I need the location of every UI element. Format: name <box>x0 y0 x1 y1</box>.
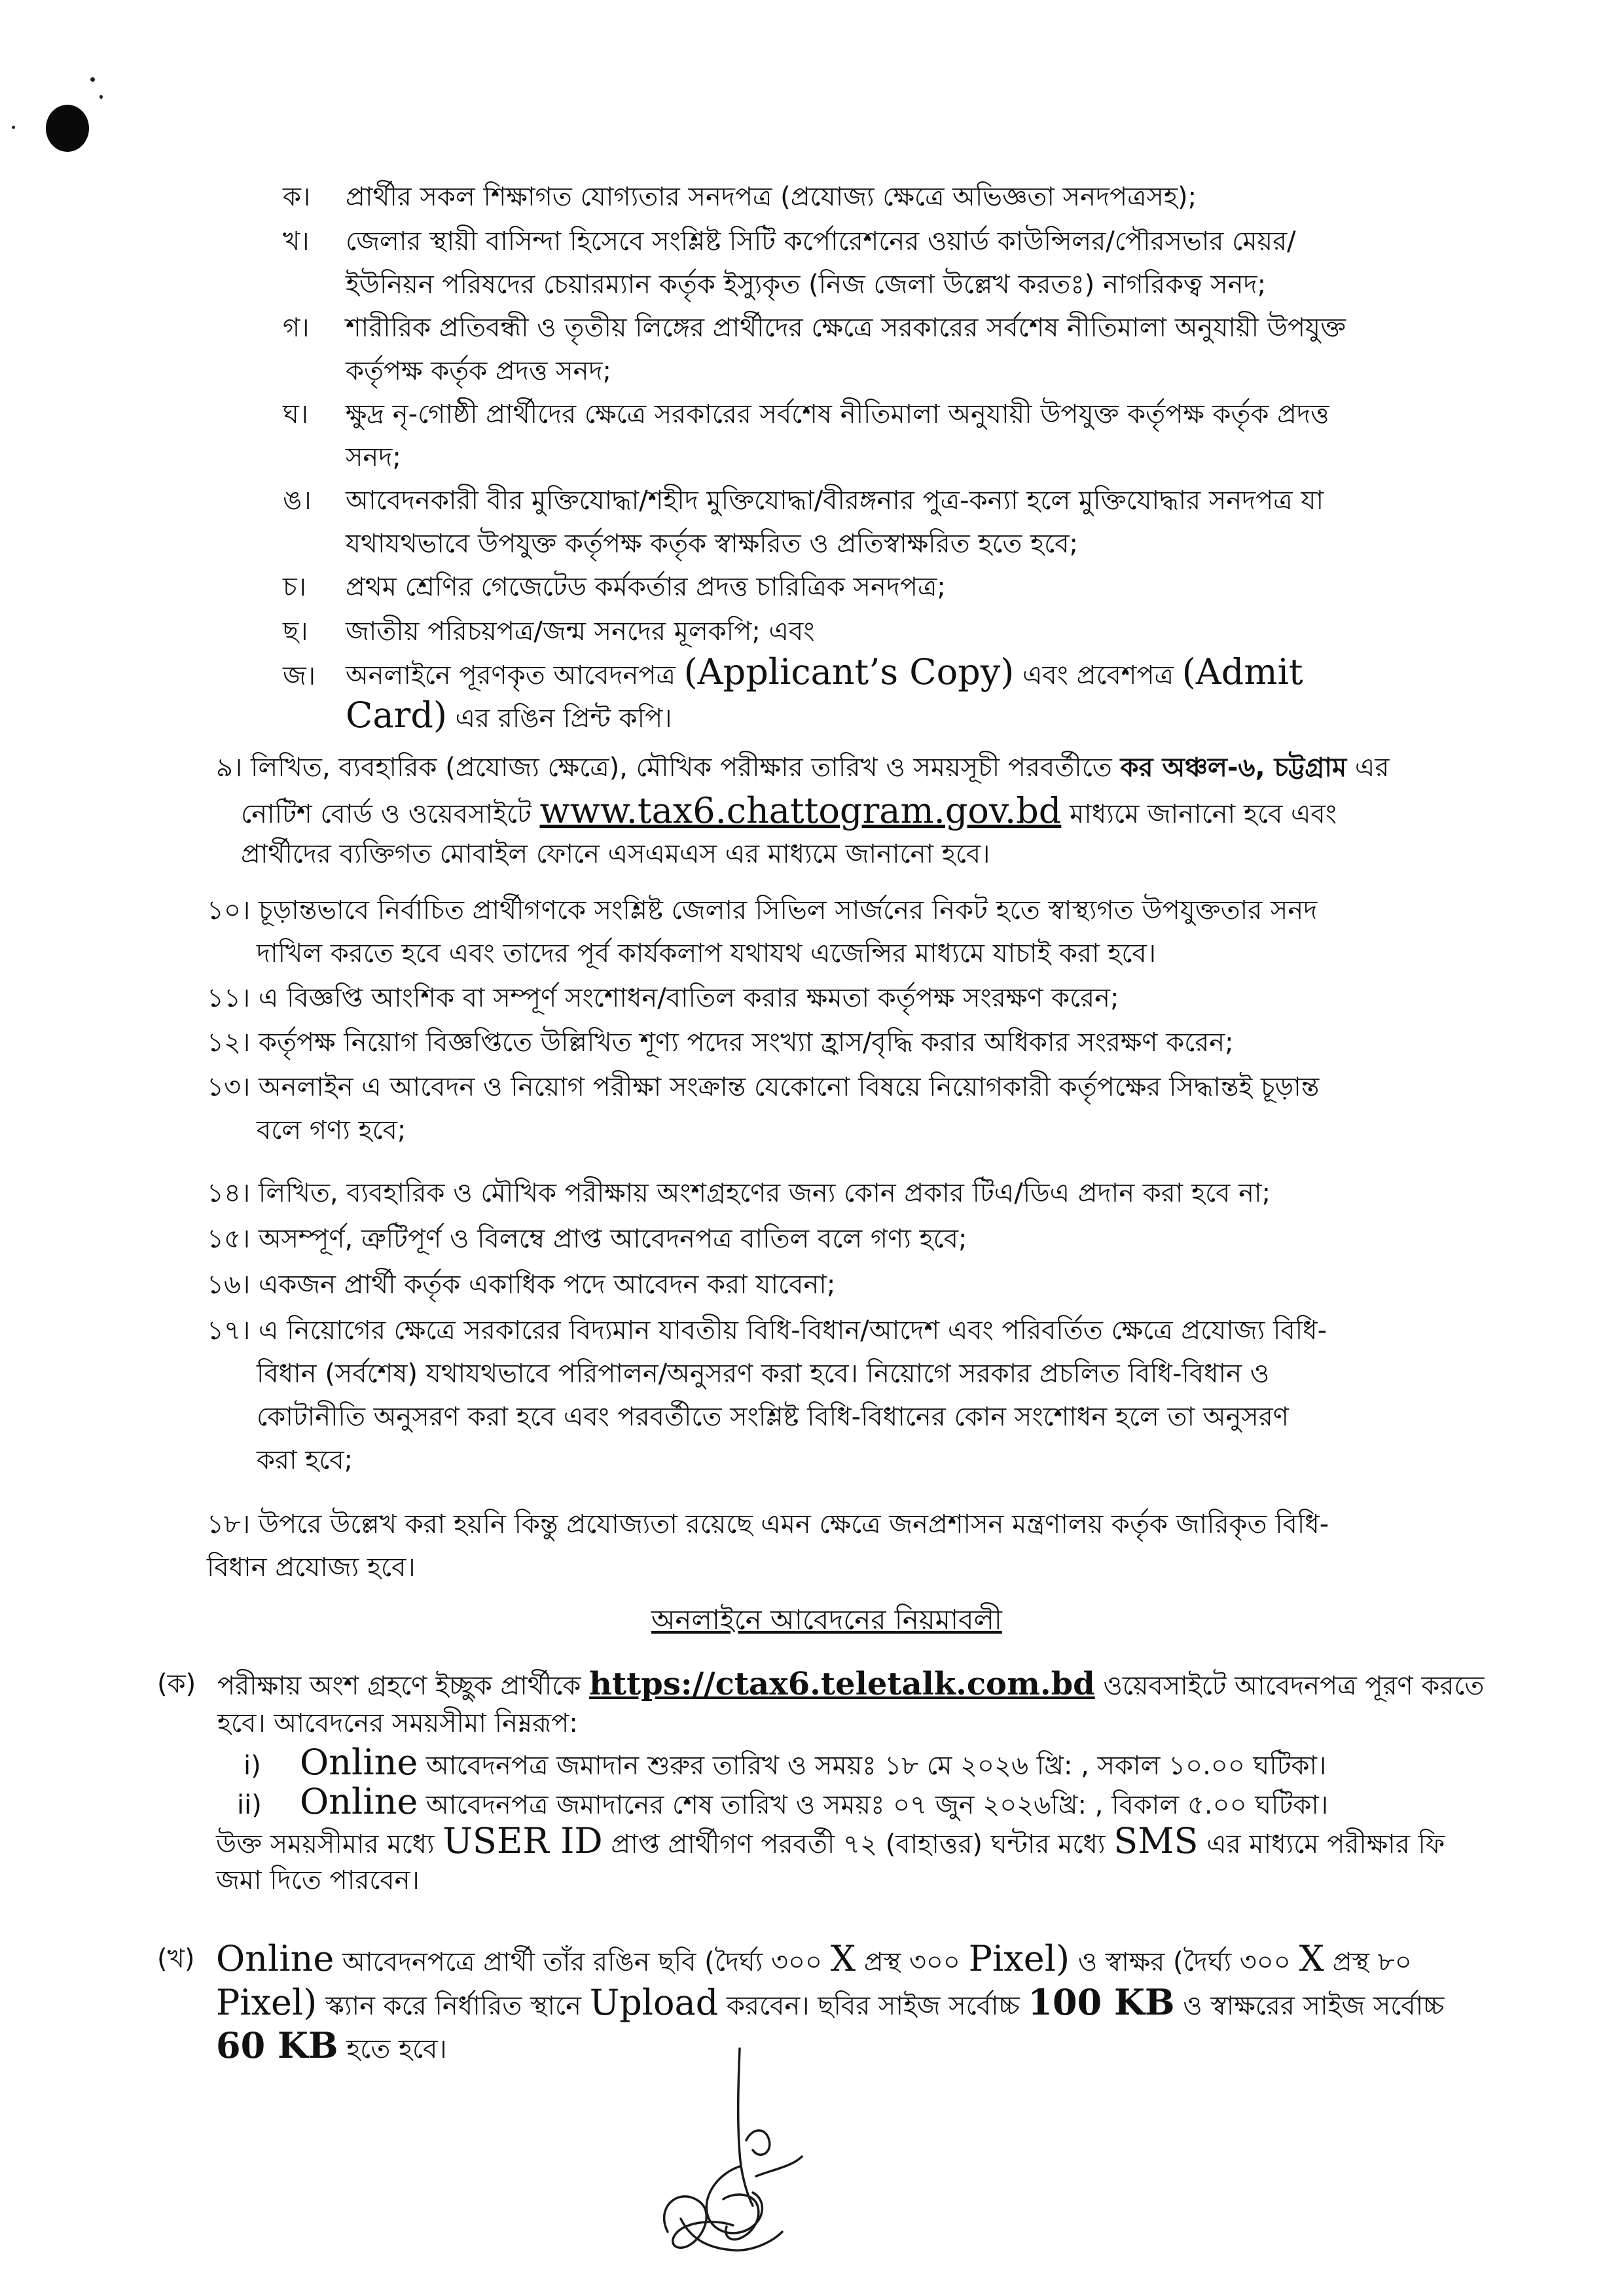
website-link[interactable]: www.tax6.chattogram.gov.bd <box>539 790 1062 831</box>
text-span: ও স্বাক্ষর (দৈর্ঘ্য ৩০০ <box>1070 1947 1299 1977</box>
latin-text: SMS <box>1113 1820 1199 1861</box>
text-span: উক্ত সময়সীমার মধ্যে <box>216 1829 443 1859</box>
punch-hole <box>46 105 89 152</box>
clause-line: ১১। এ বিজ্ঞপ্তি আংশিক বা সম্পূর্ণ সংশোধন/বাতিল করার ক্ষমতা কর্তৃপক্ষ সংরক্ষণ করেন; <box>207 983 1119 1013</box>
sub-marker: ii) <box>237 1790 262 1820</box>
clause-line: দাখিল করতে হবে এবং তাদের পূর্ব কার্যকলাপ যথাযথ এজেন্সির মাধ্যমে যাচাই করা হবে। <box>257 939 1157 969</box>
list-item-line: সনদ; <box>346 442 401 473</box>
rule-kha-marker: (খ) <box>157 1944 195 1974</box>
text-span: মাধ্যমে জানানো হবে এবং <box>1061 799 1337 829</box>
rule-ka-line1 <box>217 1662 1484 1708</box>
list-item-line: শারীরিক প্রতিবন্ধী ও তৃতীয় লিঙ্গের প্রার্থীদের ক্ষেত্রে সরকারের সর্বশেষ নীতিমালা অনুযায়ী উপযুক্ত <box>346 313 1346 343</box>
list-item-line: জাতীয় পরিচয়পত্র/জন্ম সনদের মূলকপি; এবং <box>346 617 815 647</box>
clause-line: ১২। কর্তৃপক্ষ নিয়োগ বিজ্ঞপ্তিতে উল্লিখিত শূণ্য পদের সংখ্যা হ্রাস/বৃদ্ধি করার অধিকার সংরক্ষণ করেন; <box>207 1028 1234 1058</box>
list-item-line: আবেদনকারী বীর মুক্তিযোদ্ধা/শহীদ মুক্তিযোদ্ধা/বীরঙ্গনার পুত্র-কন্যা হলে মুক্তিযোদ্ধার সনদপত্র যা <box>346 486 1324 516</box>
rule-kha-line3 <box>216 2024 447 2071</box>
latin-text: USER ID <box>442 1820 603 1861</box>
signature <box>641 2042 812 2258</box>
text-span: এর রঙিন প্রিন্ট কপি। <box>446 704 672 734</box>
text-span: প্রস্থ ৮০ <box>1324 1947 1412 1977</box>
list-item-marker: ক। <box>283 182 311 212</box>
section-heading: অনলাইনে আবেদনের নিয়মাবলী <box>651 1604 1002 1636</box>
latin-text: 100 KB <box>1028 1981 1175 2023</box>
text-span: আবেদনপত্র জমাদানের শেষ তারিখ ও সময়ঃ ০৭ জুন ২০২৬খ্রি: , বিকাল ৫.০০ ঘটিকা। <box>418 1790 1329 1820</box>
list-item-marker: খ। <box>283 226 310 257</box>
text-span: করবেন। ছবির সাইজ সর্বোচ্চ <box>718 1991 1028 2021</box>
list-item-marker: জ। <box>283 661 316 691</box>
rule-kha-line1 <box>216 1937 1412 1984</box>
clause-line: কোটানীতি অনুসরণ করা হবে এবং পরবর্তীতে সংশ্লিষ্ট বিধি-বিধানের কোন সংশোধন হলে তা অনুসরণ <box>257 1402 1289 1432</box>
latin-text: X <box>1299 1938 1324 1979</box>
text-span: প্রাপ্ত প্রার্থীগণ পরবর্তী ৭২ (বাহাত্তর) ঘন্টার মধ্যে <box>602 1829 1114 1859</box>
latin-text: (Admit <box>1182 651 1303 692</box>
rule-ka-line2: হবে। আবেদনের সময়সীমা নিম্নরূপ: <box>217 1708 578 1738</box>
text-span: স্ক্যান করে নির্ধারিত স্থানে <box>317 1991 590 2021</box>
text-span: পরীক্ষায় অংশ গ্রহণে ইচ্ছুক প্রার্থীকে <box>217 1671 590 1701</box>
text-span: এবং প্রবেশপত্র <box>1014 660 1182 691</box>
list-item-line: ক্ষুদ্র নৃ-গোষ্ঠী প্রার্থীদের ক্ষেত্রে সরকারের সর্বশেষ নীতিমালা অনুযায়ী উপযুক্ত কর্তৃপক্ষ কর্তৃক প্রদত্ত <box>346 399 1329 429</box>
rule-kha-line2 <box>216 1981 1444 2028</box>
list-item-marker: গ। <box>283 313 310 343</box>
list-item-line: জেলার স্থায়ী বাসিন্দা হিসেবে সংশ্লিষ্ট সিটি কর্পোরেশনের ওয়ার্ড কাউন্সিলর/পৌরসভার মেয়র/ <box>346 226 1296 257</box>
latin-text: Pixel) <box>968 1938 1070 1979</box>
list-item-line: যথাযথভাবে উপযুক্ত কর্তৃপক্ষ কর্তৃক স্বাক্ষরিত ও প্রতিস্বাক্ষরিত হতে হবে; <box>346 529 1078 559</box>
office-name: কর অঞ্চল-৬, চট্টগ্রাম <box>1120 753 1347 783</box>
latin-text: Online <box>216 1938 334 1979</box>
clause-line: ১৫। অসম্পূর্ণ, ত্রুটিপূর্ণ ও বিলম্বে প্রাপ্ত আবেদনপত্র বাতিল বলে গণ্য হবে; <box>207 1224 967 1254</box>
clause-line: বলে গণ্য হবে; <box>257 1115 406 1145</box>
scan-speck <box>90 77 95 82</box>
list-item-line: প্রথম শ্রেণির গেজেটেড কর্মকর্তার প্রদত্ত চারিত্রিক সনদপত্র; <box>346 572 946 602</box>
latin-text: Pixel) <box>216 1982 317 2023</box>
list-item-line: ইউনিয়ন পরিষদের চেয়ারম্যান কর্তৃক ইস্যুকৃত (নিজ জেলা উল্লেখ করতঃ) নাগরিকত্ব সনদ; <box>346 270 1267 300</box>
application-link[interactable]: https://ctax6.teletalk.com.bd <box>589 1666 1095 1702</box>
scan-speck <box>99 95 103 99</box>
text-span: ও স্বাক্ষরের সাইজ সর্বোচ্চ <box>1174 1991 1445 2021</box>
text-span: এর মাধ্যমে পরীক্ষার ফি <box>1198 1829 1445 1859</box>
clause-line: বিধান (সর্বশেষ) যথাযথভাবে পরিপালন/অনুসরণ করা হবে। নিয়োগে সরকার প্রচলিত বিধি-বিধান ও <box>257 1359 1270 1389</box>
latin-text: X <box>830 1938 856 1979</box>
text-span: ওয়েবসাইটে আবেদনপত্র পূরণ করতে <box>1094 1671 1485 1701</box>
scan-speck <box>12 126 15 129</box>
clause-line: ১০। চূড়ান্তভাবে নির্বাচিত প্রার্থীগণকে সংশ্লিষ্ট জেলার সিভিল সার্জনের নিকট হতে স্বাস্থ্যগত উপযুক্ততার সনদ <box>207 895 1318 925</box>
clause-line: ১৮। উপরে উল্লেখ করা হয়নি কিন্তু প্রযোজ্যতা রয়েছে এমন ক্ষেত্রে জনপ্রশাসন মন্ত্রণালয় কর্তৃক জারিকৃত বিধি- <box>207 1509 1329 1539</box>
text-span: নোটিশ বোর্ড ও ওয়েবসাইটে <box>241 799 540 829</box>
clause-line: বিধান প্রযোজ্য হবে। <box>207 1552 416 1583</box>
list-item-line: প্রার্থীর সকল শিক্ষাগত যোগ্যতার সনদপত্র (প্রযোজ্য ক্ষেত্রে অভিজ্ঞতা সনদপত্রসহ); <box>346 182 1197 212</box>
list-item-ja-line1 <box>346 651 1303 697</box>
sub-marker: i) <box>244 1751 261 1781</box>
list-item-ja-line2 <box>346 694 672 740</box>
latin-text: Upload <box>589 1982 719 2023</box>
clause-9-line1 <box>216 746 1389 789</box>
list-item-marker: ছ। <box>283 617 308 647</box>
text-span: আবেদনপত্রে প্রার্থী তাঁর রঙিন ছবি (দৈর্ঘ্য ৩০০ <box>334 1947 831 1977</box>
text-span: হতে হবে। <box>338 2034 447 2064</box>
clause-line: ১৩। অনলাইন এ আবেদন ও নিয়োগ পরীক্ষা সংক্রান্ত যেকোনো বিষয়ে নিয়োগকারী কর্তৃপক্ষের সিদ্ধান্তই চূড়ান্ত <box>207 1072 1320 1102</box>
clause-line: ১৬। একজন প্রার্থী কর্তৃক একাধিক পদে আবেদন করা যাবেনা; <box>207 1270 836 1300</box>
latin-text: Card) <box>346 694 447 736</box>
clause-9-line2 <box>241 789 1337 836</box>
text-span: প্রস্থ ৩০০ <box>856 1947 969 1977</box>
text-span: এর <box>1346 753 1390 783</box>
latin-text: Online <box>300 1781 418 1822</box>
rule-ka-line6: জমা দিতে পারবেন। <box>216 1865 420 1895</box>
list-item-line: কর্তৃপক্ষ কর্তৃক প্রদত্ত সনদ; <box>346 356 611 386</box>
text-span: ৯। লিখিত, ব্যবহারিক (প্রযোজ্য ক্ষেত্রে), মৌখিক পরীক্ষার তারিখ ও সময়সূচী পরবর্তীতে <box>216 753 1121 783</box>
rule-ka-marker: (ক) <box>157 1669 196 1699</box>
latin-text: (Applicant’s Copy) <box>683 651 1015 692</box>
clause-line: ১৪। লিখিত, ব্যবহারিক ও মৌখিক পরীক্ষায় অংশগ্রহণের জন্য কোন প্রকার টিএ/ডিএ প্রদান করা হবে না; <box>207 1178 1271 1208</box>
clause-line: করা হবে; <box>257 1445 353 1475</box>
clause-line: ১৭। এ নিয়োগের ক্ষেত্রে সরকারের বিদ্যমান যাবতীয় বিধি-বিধান/আদেশ এবং পরিবর্তিত ক্ষেত্রে প্রযোজ্য বিধি- <box>207 1316 1327 1346</box>
clause-9-line3: প্রার্থীদের ব্যক্তিগত মোবাইল ফোনে এসএমএস এর মাধ্যমে জানানো হবে। <box>241 839 990 869</box>
list-item-marker: ঙ। <box>283 486 312 516</box>
latin-text: Online <box>300 1742 418 1783</box>
latin-text: 60 KB <box>216 2024 338 2066</box>
text-span: অনলাইনে পূরণকৃত আবেদনপত্র <box>346 660 684 691</box>
text-span: আবেদনপত্র জমাদান শুরুর তারিখ ও সময়ঃ ১৮ মে ২০২৬ খ্রি: , সকাল ১০.০০ ঘটিকা। <box>418 1751 1327 1781</box>
list-item-marker: চ। <box>283 572 306 602</box>
list-item-marker: ঘ। <box>283 399 309 429</box>
